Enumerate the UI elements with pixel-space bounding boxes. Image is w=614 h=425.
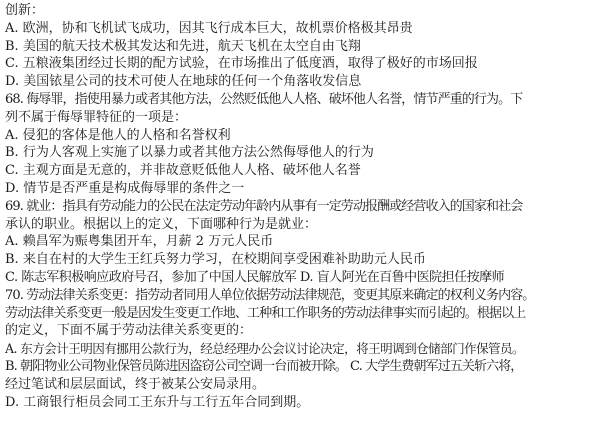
- option-a-q68: A. 侵犯的客体是他人的人格和名誉权利: [5, 127, 231, 143]
- option-c-q70-cont: 经过笔试和层层面试，终于被某公安局录用。: [5, 376, 266, 392]
- option-a-q70: A. 东方会计王明因有挪用公款行为，经总经理办公会议讨论决定，将王明调到仓储部门作保管员。: [5, 341, 525, 357]
- document-page: [5, 2, 611, 411]
- question-70-stem-cont: 劳动法律关系变更一般是因发生变更工作地、工种和工作职务的劳动法律事实而引起的。根据以上: [5, 305, 526, 321]
- option-a-q67: A. 欧洲，协和飞机试飞成功，因其飞行成本巨大，故机票价格极其昂贵: [5, 20, 413, 36]
- option-d-q70: D. 工商银行柜员会同工王东升与工行五年合同到期。: [5, 394, 310, 410]
- option-b-q67: B. 美国的航天技术极其发达和先进，航天飞机在太空自由飞翔: [5, 38, 361, 54]
- option-bc-q70: B. 朝阳物业公司物业保管员陈进因盗窃公司空调一台而被开除。 C. 大学生费朝军过五关斩六将，: [5, 358, 523, 374]
- question-68-stem: 68. 侮辱罪，指使用暴力或者其他方法，公然贬低他人人格、破坏他人名誉，情节严重的行为。下: [5, 91, 523, 107]
- option-b-q68: B. 行为人客观上实施了以暴力或者其他方法公然侮辱他人的行为: [5, 145, 374, 161]
- option-c-q67: C. 五粮液集团经过长期的配方试验，在市场推出了低度酒，取得了极好的市场回报: [5, 56, 478, 72]
- question-70-stem-end: 的定义，下面不属于劳动法律关系变更的：: [5, 323, 253, 339]
- option-b-q69: B. 来自在村的大学生王红兵努力学习，在校期间享受困难补助助元人民币: [5, 252, 426, 268]
- option-c-q68: C. 主观方面是无意的，并非故意贬低他人人格、破坏他人名誉: [5, 163, 361, 179]
- option-a-q69: A. 赖昌军为赈粤集团开车，月薪 2 万元人民币: [5, 234, 274, 250]
- question-69-stem-cont: 承认的职业。根据以上的定义，下面哪种行为是就业：: [5, 216, 318, 232]
- option-d-q67: D. 美国铱星公司的技术可使人在地球的任何一个角落收发信息: [5, 74, 362, 90]
- option-d-q68: D. 情节是否严重是构成侮辱罪的条件之一: [5, 180, 245, 196]
- option-cd-q69: C. 陈志军积极响应政府号召，参加了中国人民解放军 D. 盲人阿光在百鲁中医院担任按摩师: [5, 269, 505, 285]
- question-stem-tail: 创新：: [5, 3, 45, 18]
- question-69-stem: 69. 就业：指具有劳动能力的公民在法定劳动年龄内从事有一定劳动报酬或经营收入的国家和社会: [5, 198, 523, 214]
- question-68-stem-cont: 列不属于侮辱罪特征的一项是：: [5, 109, 188, 125]
- question-70-stem: 70. 劳动法律关系变更：指劳动者同用人单位依据劳动法律规范，变更其原来确定的权利义务内容。: [5, 287, 535, 303]
